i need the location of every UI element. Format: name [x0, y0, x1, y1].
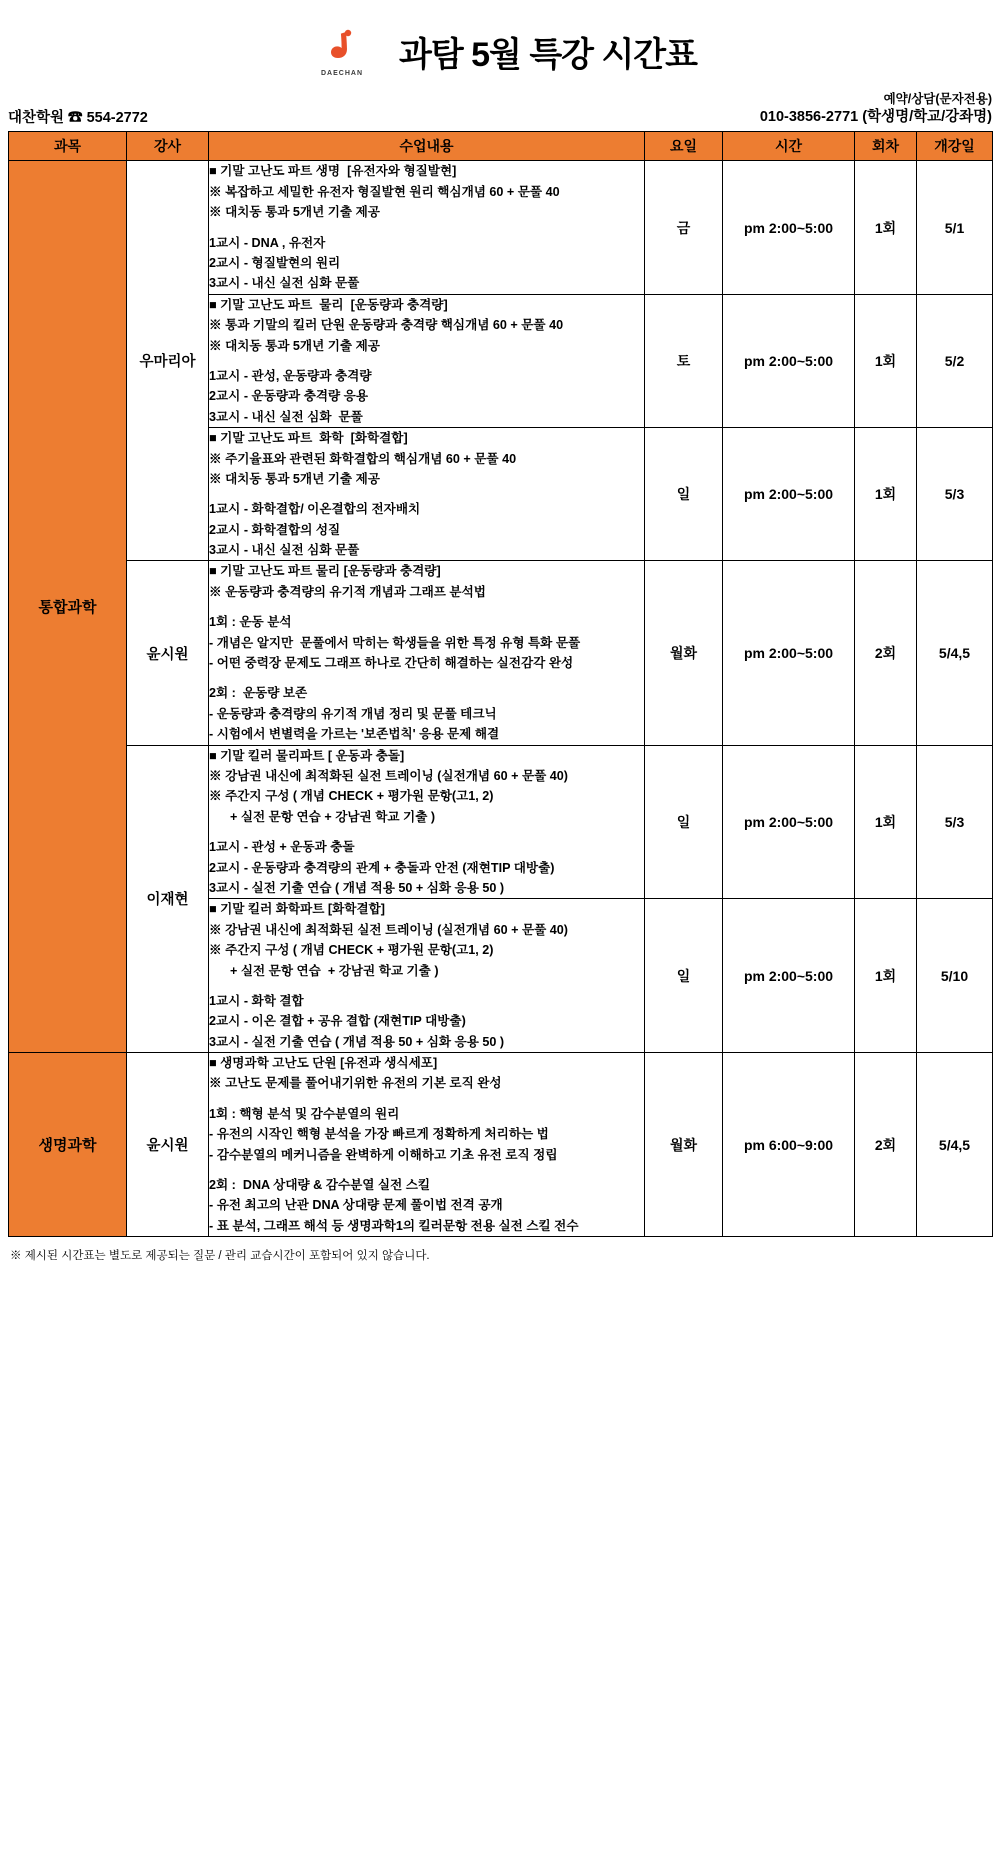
- reservation-contact: [760, 91, 992, 127]
- table-row: [9, 161, 993, 294]
- content-line: ※ 주간지 구성 ( 개념 CHECK + 평가원 문항(고1, 2): [209, 789, 494, 804]
- cell-content: [209, 899, 645, 1053]
- cell-start: 5/3: [917, 745, 993, 899]
- cell-time: pm 2:00~5:00: [723, 745, 855, 899]
- content-spacer: [209, 223, 644, 233]
- header-row: [9, 132, 993, 161]
- logo: [303, 26, 381, 77]
- cell-day: 토: [645, 294, 723, 427]
- cell-start: 5/1: [917, 161, 993, 294]
- cell-subject: 통합과학: [9, 161, 127, 1053]
- cell-day: 월화: [645, 1053, 723, 1237]
- col-count: 회차: [855, 132, 917, 161]
- content-line: 2교시 - 운동량과 충격량 응용: [209, 389, 369, 404]
- content-spacer: [209, 1094, 644, 1104]
- content-line: 1교시 - 관성, 운동량과 충격량: [209, 368, 372, 383]
- content-line: 1교시 - 관성 + 운동과 충돌: [209, 840, 355, 855]
- content-line: ※ 주간지 구성 ( 개념 CHECK + 평가원 문항(고1, 2): [209, 943, 494, 958]
- cell-teacher: 윤시원: [127, 1053, 209, 1237]
- col-teacher: 강사: [127, 132, 209, 161]
- content-line: ※ 대치동 통과 5개년 기출 제공: [209, 205, 380, 220]
- content-line: - 운동량과 충격량의 유기적 개념 정리 및 문풀 테크닉: [209, 706, 497, 721]
- content-spacer: [209, 981, 644, 991]
- content-line: 2교시 - 운동량과 충격량의 관계 + 충돌과 안전 (재현TIP 대방출): [209, 860, 555, 875]
- content-line: 1회 : 운동 분석: [209, 615, 292, 630]
- cell-content: [209, 745, 645, 899]
- content-line: 1교시 - 화학결합/ 이온결합의 전자배치: [209, 502, 421, 517]
- col-day: 요일: [645, 132, 723, 161]
- col-subject: 과목: [9, 132, 127, 161]
- cell-start: 5/4,5: [917, 1053, 993, 1237]
- table-row: [9, 1053, 993, 1237]
- cell-start: 5/3: [917, 428, 993, 561]
- content-line: 1교시 - 화학 결합: [209, 993, 304, 1008]
- cell-day: 월화: [645, 561, 723, 745]
- cell-content: [209, 294, 645, 427]
- cell-start: 5/2: [917, 294, 993, 427]
- content-line: 3교시 - 내신 실전 심화 문풀: [209, 409, 363, 424]
- cell-content: [209, 561, 645, 745]
- cell-time: pm 2:00~5:00: [723, 294, 855, 427]
- content-spacer: [209, 673, 644, 683]
- cell-count: 1회: [855, 161, 917, 294]
- content-spacer: [209, 489, 644, 499]
- content-spacer: [209, 827, 644, 837]
- cell-time: pm 2:00~5:00: [723, 428, 855, 561]
- content-line: ※ 강남권 내신에 최적화된 실전 트레이닝 (실전개념 60 + 문풀 40): [209, 768, 568, 783]
- reservation-label: 예약/상담(문자전용): [883, 92, 992, 106]
- content-line: ■ 기말 고난도 파트 화학 [화학결합]: [209, 431, 408, 446]
- content-line: ※ 복잡하고 세밀한 유전자 형질발현 원리 핵심개념 60 + 문풀 40: [209, 184, 560, 199]
- schedule-table: [8, 131, 993, 1237]
- col-start: 개강일: [917, 132, 993, 161]
- content-line: 2교시 - 화학결합의 성질: [209, 522, 341, 537]
- cell-content: [209, 1053, 645, 1237]
- cell-time: pm 2:00~5:00: [723, 899, 855, 1053]
- cell-day: 일: [645, 899, 723, 1053]
- content-line: ※ 통과 기말의 킬러 단원 운동량과 충격량 핵심개념 60 + 문풀 40: [209, 318, 564, 333]
- content-line: ■ 기말 킬러 화학파트 [화학결합]: [209, 902, 385, 917]
- content-line: 3교시 - 실전 기출 연습 ( 개념 적용 50 + 심화 응용 50 ): [209, 880, 505, 895]
- cell-count: 1회: [855, 428, 917, 561]
- content-line: ※ 대치동 통과 5개년 기출 제공: [209, 471, 380, 486]
- content-line: 3교시 - 실전 기출 연습 ( 개념 적용 50 + 심화 응용 50 ): [209, 1034, 505, 1049]
- cell-content: [209, 161, 645, 294]
- cell-day: 금: [645, 161, 723, 294]
- content-spacer: [209, 356, 644, 366]
- cell-teacher: 윤시원: [127, 561, 209, 745]
- cell-time: pm 6:00~9:00: [723, 1053, 855, 1237]
- academy-phone: 대찬학원 ☎ 554-2772: [8, 110, 148, 127]
- content-line: 3교시 - 내신 실전 심화 문풀: [209, 543, 360, 558]
- content-line: ※ 고난도 문제를 풀어내기위한 유전의 기본 로직 완성: [209, 1076, 502, 1091]
- content-line: - 어떤 중력장 문제도 그래프 하나로 간단히 해결하는 실전감각 완성: [209, 656, 574, 671]
- reservation-number: 010-3856-2771 (학생명/학교/강좌명): [759, 108, 992, 125]
- content-line: ■ 기말 고난도 파트 물리 [운동량과 충격량]: [209, 564, 441, 579]
- content-line: - 시험에서 변별력을 가르는 '보존법칙' 응용 문제 해결: [209, 727, 500, 742]
- content-line: ■ 기말 고난도 파트 물리 [운동량과 충격량]: [209, 297, 448, 312]
- content-line: ※ 운동량과 충격량의 유기적 개념과 그래프 분석법: [209, 584, 486, 599]
- table-row: [9, 745, 993, 899]
- content-line: 2회 : DNA 상대량 & 감수분열 실전 스킬: [209, 1178, 431, 1193]
- content-line: + 실전 문항 연습 + 강남권 학교 기출 ): [209, 963, 439, 978]
- table-row: [9, 561, 993, 745]
- col-content: 수업내용: [209, 132, 645, 161]
- content-line: 2교시 - 이온 결합 + 공유 결합 (재현TIP 대방출): [209, 1014, 466, 1029]
- content-line: ■ 기말 고난도 파트 생명 [유전자와 형질발현]: [209, 164, 457, 179]
- cell-time: pm 2:00~5:00: [723, 161, 855, 294]
- cell-day: 일: [645, 745, 723, 899]
- content-line: ※ 강남권 내신에 최적화된 실전 트레이닝 (실전개념 60 + 문풀 40): [209, 922, 568, 937]
- cell-start: 5/10: [917, 899, 993, 1053]
- content-line: + 실전 문항 연습 + 강남권 학교 기출 ): [209, 809, 436, 824]
- col-time: 시간: [723, 132, 855, 161]
- content-line: - 유전 최고의 난관 DNA 상대량 문제 풀이법 전격 공개: [209, 1198, 503, 1213]
- cell-count: 2회: [855, 1053, 917, 1237]
- content-line: - 감수분열의 메커니즘을 완벽하게 이해하고 기초 유전 로직 정립: [209, 1147, 558, 1162]
- content-line: 1교시 - DNA , 유전자: [209, 235, 326, 250]
- page-header: [0, 0, 1000, 91]
- content-line: ※ 주기율표와 관련된 화학결합의 핵심개념 60 + 문풀 40: [209, 451, 517, 466]
- cell-day: 일: [645, 428, 723, 561]
- cell-start: 5/4,5: [917, 561, 993, 745]
- content-spacer: [209, 602, 644, 612]
- cell-time: pm 2:00~5:00: [723, 561, 855, 745]
- cell-content: [209, 428, 645, 561]
- daechan-logo-icon: [321, 26, 363, 68]
- table-head: [9, 132, 993, 161]
- content-line: - 개념은 알지만 문풀에서 막히는 학생들을 위한 특정 유형 특화 문풀: [209, 635, 581, 650]
- cell-teacher: 우마리아: [127, 161, 209, 561]
- logo-text: DAECHAN: [321, 70, 363, 77]
- content-line: 2회 : 운동량 보존: [209, 686, 308, 701]
- footnote: ※ 제시된 시간표는 별도로 제공되는 질문 / 관리 교습시간이 포함되어 있지 않습니다.: [10, 1250, 430, 1263]
- content-line: ■ 기말 킬러 물리파트 [ 운동과 충돌]: [209, 748, 405, 763]
- cell-count: 2회: [855, 561, 917, 745]
- content-line: ■ 생명과학 고난도 단원 [유전과 생식세포]: [209, 1056, 438, 1071]
- page-title: 과탐 5월 특강 시간표: [399, 36, 697, 74]
- cell-count: 1회: [855, 899, 917, 1053]
- contact-bar: [0, 91, 1000, 131]
- content-line: 2교시 - 형질발현의 원리: [209, 256, 341, 270]
- content-line: - 표 분석, 그래프 해석 등 생명과학1의 킬러문항 전용 실전 스킬 전수: [209, 1218, 579, 1233]
- content-line: - 유전의 시작인 핵형 분석을 가장 빠르게 정확하게 처리하는 법: [209, 1127, 549, 1142]
- cell-count: 1회: [855, 745, 917, 899]
- cell-count: 1회: [855, 294, 917, 427]
- content-line: 1회 : 핵형 분석 및 감수분열의 원리: [209, 1106, 400, 1121]
- content-line: 3교시 - 내신 실전 심화 문풀: [209, 276, 360, 291]
- content-spacer: [209, 1165, 644, 1175]
- table-body: [9, 161, 993, 1237]
- cell-subject: 생명과학: [9, 1053, 127, 1237]
- cell-teacher: 이재현: [127, 745, 209, 1052]
- content-line: ※ 대치동 통과 5개년 기출 제공: [209, 338, 380, 353]
